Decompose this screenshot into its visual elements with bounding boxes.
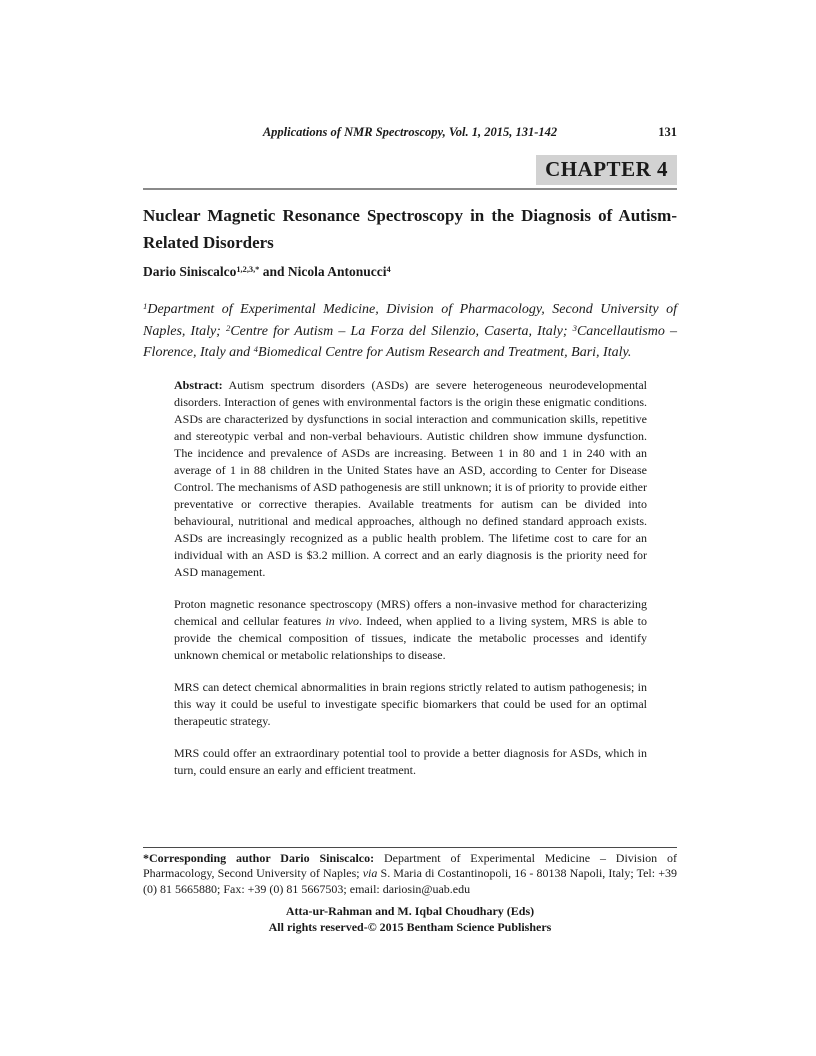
paragraph-mrs-diagnosis: MRS could offer an extraordinary potential tool to provide a better diagnosis for ASDs, which in turn, could ensure an early and efficient treatment. [174,745,647,777]
author-2: Nicola Antonucci [287,264,387,279]
abstract-label: Abstract: [174,377,223,392]
affiliation-1: Department of Experimental Medicine, Division of Pharmacology, Second University of Naples, Italy; [143,302,677,339]
affiliation-1-superscript: 1 [143,301,148,312]
paragraph-mrs-method [174,596,647,664]
author-1: Dario Siniscalco [143,264,237,279]
affiliation-3: Cancellautismo – Florence, Italy and [143,323,677,360]
footnote-label: *Corresponding author Dario Siniscalco: [143,851,375,865]
abstract-and-intro [174,377,647,779]
paragraph-2-text-a: Proton magnetic resonance spectroscopy (MRS) offers a non-invasive method for characterizing chemical and cellular features [174,596,647,628]
paragraph-2-in-vivo: in vivo [325,613,359,628]
affiliation-2: Centre for Autism – La Forza del Silenzio, Caserta, Italy; [230,323,573,339]
affiliation-2-superscript: 2 [226,322,231,333]
running-head-text: Applications of NMR Spectroscopy, Vol. 1, 2015, 131-142 [262,125,558,139]
footnote-via: via [362,866,378,881]
running-head [143,124,677,140]
footnote-rule [143,847,677,848]
abstract-text: Autism spectrum disorders (ASDs) are severe heterogeneous neurodevelopmental disorders. Interaction of genes with environmental factors is the origin these enigmatic conditions. ASDs are characterized by dysfunctions in social interaction and communication skills, repetitive and stereotypic verbal and non-verbal behaviours. Autistic children show immune dysfunction. The incidence and prevalence of ASDs are increasing. Between 1 in 80 and 1 in 240 with an average of 1 in 88 children in the United States have an ASD, according to Center for Disease Control. The mechanisms of ASD pathogenesis are still unknown; it is of priority to provide either preventative or corrective therapies. Available treatments for autism can be divided into behavioural, nutritional and medical approaches, although no defined standard approach exists. ASDs are increasingly recognized as a public health problem. The lifetime cost to care for an individual with an ASD is $3.2 million. A correct and an early diagnosis is the priority need for ASD management. [174,377,647,579]
paragraph-mrs-detect: MRS can detect chemical abnormalities in brain regions strictly related to autism pathogenesis; in this way it could be useful to investigate specific biomarkers that could be used for an optimal therapeutic strategy. [174,679,647,728]
header-rule [143,188,677,190]
author-2-superscript: 4 [386,265,391,275]
chapter-row [143,155,677,185]
affiliations [143,299,677,364]
footnote-text-b: S. Maria di Costantinopoli, 16 - 80138 Napoli, Italy; Tel: +39 (0) 81 5665880; Fax: +39 (0) 81 5667503; email: dariosin@uab.edu [143,866,677,896]
paragraph-2-text-b: . Indeed, when applied to a living system, MRS is able to provide the chemical composition of tissues, indicate the metabolic processes and identify unknown chemical or metabolic relationships to disease. [174,613,647,662]
affiliation-4: Biomedical Centre for Autism Research and Treatment, Bari, Italy. [258,345,632,360]
publisher-imprint [143,904,677,935]
chapter-badge: CHAPTER 4 [536,155,677,185]
editors-line: Atta-ur-Rahman and M. Iqbal Choudhary (Eds) [285,904,535,918]
corresponding-author-footnote [143,851,677,897]
footnote-text-a: Department of Experimental Medicine – Division of Pharmacology, Second University of Naples; [143,851,677,881]
rights-line: All rights reserved-© 2015 Bentham Science Publishers [268,919,552,934]
author-1-superscript: 1,2,3,* [236,265,260,275]
abstract-paragraph [174,377,647,581]
authors-line [143,263,677,281]
authors-connector: and [259,264,288,279]
page-number: 131 [658,125,677,139]
affiliation-4-superscript: 4 [253,344,259,355]
affiliation-3-superscript: 3 [572,322,577,333]
article-title: Nuclear Magnetic Resonance Spectroscopy in the Diagnosis of Autism-Related Disorders [143,206,677,252]
